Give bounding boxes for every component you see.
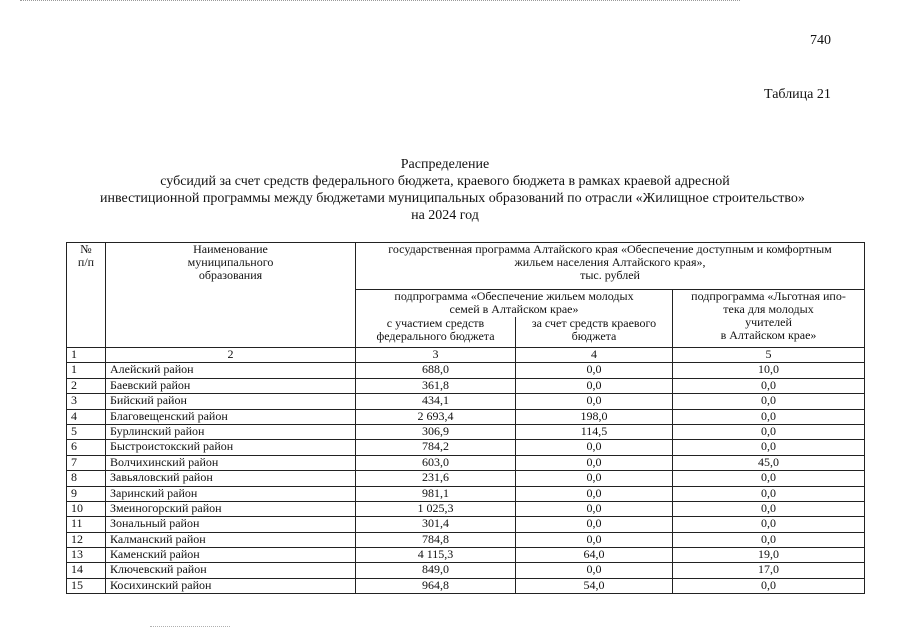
teachers-mortgage-value: 0,0 (673, 378, 865, 393)
teachers-mortgage-value: 0,0 (673, 471, 865, 486)
subsidy-table (66, 242, 865, 594)
federal-budget-value: 361,8 (356, 378, 516, 393)
municipality-name: Волчихинский район (106, 455, 356, 470)
federal-budget-value: 306,9 (356, 424, 516, 439)
federal-budget-value: 964,8 (356, 578, 516, 593)
regional-budget-value: 114,5 (516, 424, 673, 439)
regional-budget-value: 54,0 (516, 578, 673, 593)
heading-line: инвестиционной программы между бюджетами муниципальных образований по отрасли «Жилищное строительство» (100, 191, 805, 206)
regional-budget-value: 0,0 (516, 363, 673, 378)
row-number: 9 (67, 486, 106, 501)
row-number: 13 (67, 548, 106, 563)
municipality-name: Калманский район (106, 532, 356, 547)
table-row (67, 578, 865, 593)
federal-budget-value: 2 693,4 (356, 409, 516, 424)
municipality-name: Каменский район (106, 548, 356, 563)
municipality-name: Благовещенский район (106, 409, 356, 424)
header-num: № п/п (67, 243, 106, 348)
regional-budget-value: 0,0 (516, 517, 673, 532)
index-cell: 3 (356, 348, 516, 363)
teachers-mortgage-value: 0,0 (673, 532, 865, 547)
federal-budget-value: 603,0 (356, 455, 516, 470)
regional-budget-value: 0,0 (516, 532, 673, 547)
regional-budget-value: 0,0 (516, 486, 673, 501)
row-number: 14 (67, 563, 106, 578)
row-number: 3 (67, 394, 106, 409)
regional-budget-value: 0,0 (516, 440, 673, 455)
federal-budget-value: 4 115,3 (356, 548, 516, 563)
municipality-name: Змеиногорский район (106, 501, 356, 516)
federal-budget-value: 849,0 (356, 563, 516, 578)
regional-budget-value: 0,0 (516, 455, 673, 470)
table-row (67, 409, 865, 424)
header-subprogram-teachers: подпрограмма «Льготная ипо- тека для молодых учителей в Алтайском крае» (673, 290, 865, 348)
teachers-mortgage-value: 0,0 (673, 409, 865, 424)
teachers-mortgage-value: 0,0 (673, 517, 865, 532)
page-number: 740 (810, 33, 831, 48)
heading-line: на 2024 год (411, 208, 479, 223)
municipality-name: Быстроистокский район (106, 440, 356, 455)
header-row (67, 243, 865, 290)
row-number: 2 (67, 378, 106, 393)
teachers-mortgage-value: 0,0 (673, 424, 865, 439)
regional-budget-value: 0,0 (516, 378, 673, 393)
heading-line: Распределение (400, 157, 490, 172)
row-number: 7 (67, 455, 106, 470)
teachers-mortgage-value: 17,0 (673, 563, 865, 578)
index-row (67, 348, 865, 363)
row-number: 10 (67, 501, 106, 516)
regional-budget-value: 0,0 (516, 501, 673, 516)
row-number: 8 (67, 471, 106, 486)
teachers-mortgage-value: 0,0 (673, 440, 865, 455)
municipality-name: Ключевский район (106, 563, 356, 578)
teachers-mortgage-value: 0,0 (673, 486, 865, 501)
header-name: Наименование муниципального образования (106, 243, 356, 348)
table-row (67, 517, 865, 532)
table-row (67, 455, 865, 470)
municipality-name: Бурлинский район (106, 424, 356, 439)
header-regional: за счет средств краевого бюджета (516, 317, 673, 348)
table-row (67, 363, 865, 378)
header-subprogram-young-families: подпрограмма «Обеспечение жильем молодых семей в Алтайском крае» (356, 290, 673, 318)
table-row (67, 378, 865, 393)
header-program: государственная программа Алтайского края «Обеспечение доступным и комфортным жильем населения Алтайского края», тыс. рублей (356, 243, 865, 290)
municipality-name: Алейский район (106, 363, 356, 378)
table-row (67, 424, 865, 439)
row-number: 11 (67, 517, 106, 532)
row-number: 5 (67, 424, 106, 439)
municipality-name: Заринский район (106, 486, 356, 501)
document-heading (100, 156, 805, 224)
teachers-mortgage-value: 45,0 (673, 455, 865, 470)
scan-bottom-mark (150, 626, 230, 629)
table-row (67, 394, 865, 409)
table-row (67, 471, 865, 486)
federal-budget-value: 434,1 (356, 394, 516, 409)
municipality-name: Бийский район (106, 394, 356, 409)
regional-budget-value: 0,0 (516, 471, 673, 486)
heading-line: субсидий за счет средств федерального бюджета, краевого бюджета в рамках краевой адресной (160, 174, 730, 189)
municipality-name: Зональный район (106, 517, 356, 532)
federal-budget-value: 784,2 (356, 440, 516, 455)
teachers-mortgage-value: 19,0 (673, 548, 865, 563)
table-row (67, 563, 865, 578)
teachers-mortgage-value: 10,0 (673, 363, 865, 378)
federal-budget-value: 301,4 (356, 517, 516, 532)
teachers-mortgage-value: 0,0 (673, 578, 865, 593)
table-row (67, 501, 865, 516)
scan-top-edge (20, 0, 740, 3)
federal-budget-value: 981,1 (356, 486, 516, 501)
regional-budget-value: 0,0 (516, 394, 673, 409)
row-number: 6 (67, 440, 106, 455)
row-number: 12 (67, 532, 106, 547)
row-number: 1 (67, 363, 106, 378)
header-federal: с участием средств федерального бюджета (356, 317, 516, 348)
municipality-name: Завьяловский район (106, 471, 356, 486)
municipality-name: Косихинский район (106, 578, 356, 593)
teachers-mortgage-value: 0,0 (673, 501, 865, 516)
table-row (67, 440, 865, 455)
row-number: 15 (67, 578, 106, 593)
federal-budget-value: 1 025,3 (356, 501, 516, 516)
index-cell: 1 (67, 348, 106, 363)
regional-budget-value: 64,0 (516, 548, 673, 563)
index-cell: 2 (106, 348, 356, 363)
table-row (67, 486, 865, 501)
regional-budget-value: 0,0 (516, 563, 673, 578)
table-row (67, 548, 865, 563)
federal-budget-value: 784,8 (356, 532, 516, 547)
municipality-name: Баевский район (106, 378, 356, 393)
table-row (67, 532, 865, 547)
index-cell: 4 (516, 348, 673, 363)
index-cell: 5 (673, 348, 865, 363)
table-label: Таблица 21 (764, 87, 831, 102)
federal-budget-value: 231,6 (356, 471, 516, 486)
teachers-mortgage-value: 0,0 (673, 394, 865, 409)
federal-budget-value: 688,0 (356, 363, 516, 378)
regional-budget-value: 198,0 (516, 409, 673, 424)
row-number: 4 (67, 409, 106, 424)
